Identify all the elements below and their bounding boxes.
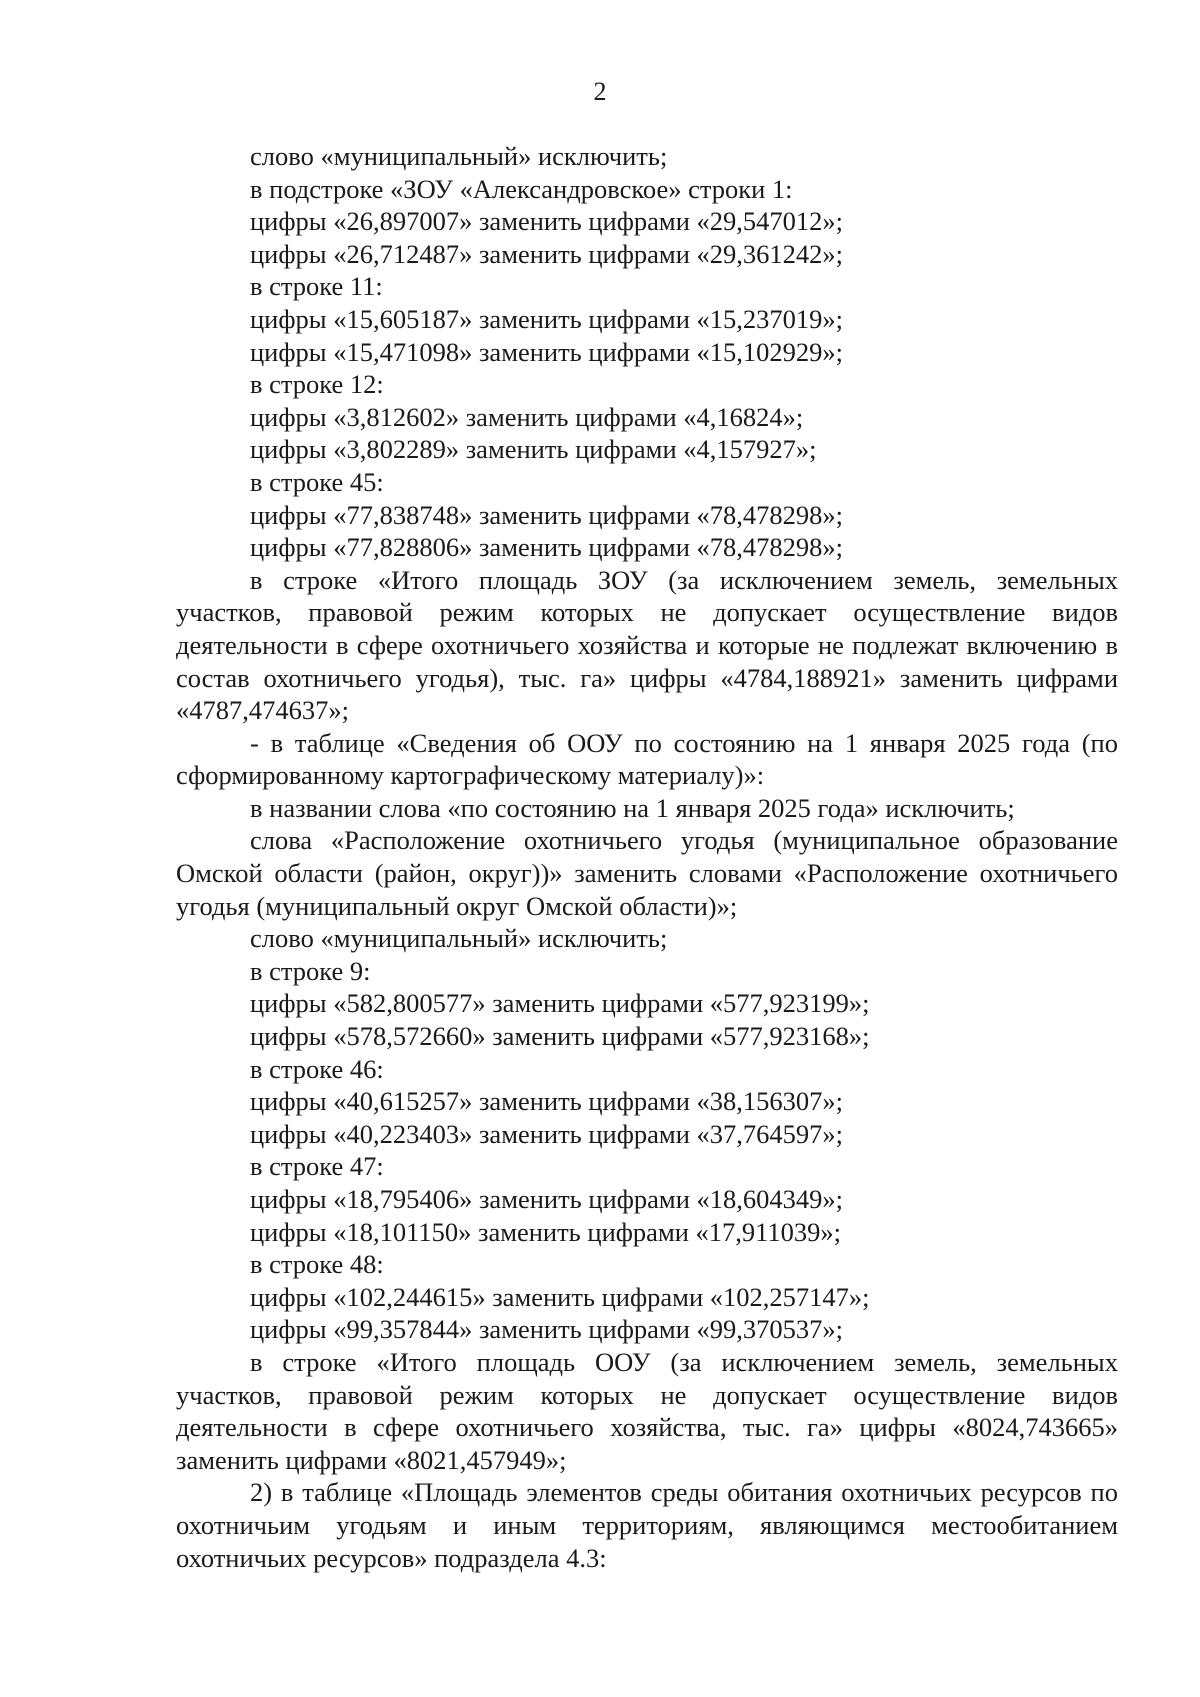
paragraph-item-2: 2) в таблице «Площадь элементов среды обитания охотничьих ресурсов по охотничьим угодьям и иным территориям, являющимся местообитанием охотничьих ресурсов» подраздела 4.3:: [176, 1477, 1118, 1573]
text-line: в строке 11:: [250, 271, 383, 302]
text-line: в названии слова «по состоянию на 1 января 2025 года» исключить;: [250, 792, 1015, 823]
text-line: слово «муниципальный» исключить;: [250, 141, 668, 171]
text-line: цифры «18,795406» заменить цифрами «18,604349»;: [250, 1184, 843, 1214]
text-line: цифры «40,223403» заменить цифрами «37,764597»;: [250, 1118, 843, 1149]
text-line: цифры «26,712487» заменить цифрами «29,361242»;: [250, 238, 843, 269]
text-line: цифры «77,838748» заменить цифрами «78,478298»;: [250, 499, 843, 530]
text-line: в строке 48:: [250, 1249, 384, 1280]
text-line: в подстроке «ЗОУ «Александровское» строки 1:: [250, 173, 793, 204]
text-line: цифры «15,471098» заменить цифрами «15,102929»;: [250, 336, 843, 367]
page-number: 2: [593, 77, 607, 106]
paragraph-oou-table: - в таблице «Сведения об ООУ по состоянию на 1 января 2025 года (по сформированному картографическому материалу)»:: [176, 727, 1118, 791]
text-line: цифры «18,101150» заменить цифрами «17,911039»;: [250, 1216, 842, 1247]
text-line: цифры «3,812602» заменить цифрами «4,16824»;: [250, 401, 804, 432]
text-line: в строке 46:: [250, 1053, 384, 1084]
text-line: в строке 12:: [250, 369, 384, 400]
text-line: в строке 45:: [250, 466, 384, 497]
text-line: цифры «582,800577» заменить цифрами «577,923199»;: [250, 988, 870, 1019]
text-line: цифры «99,357844» заменить цифрами «99,370537»;: [250, 1314, 843, 1345]
text-line: цифры «26,897007» заменить цифрами «29,547012»;: [250, 206, 843, 237]
text-line: цифры «77,828806» заменить цифрами «78,478298»;: [250, 532, 843, 563]
paragraph-location: слова «Расположение охотничьего угодья (муниципальное образование Омской области (район, округ))» заменить словами «Расположение охотничьего угодья (муниципальный округ Омской области)»;: [176, 825, 1118, 921]
paragraph-zou-total: в строке «Итого площадь ЗОУ (за исключением земель, земельных участков, правовой режим которых не допускает осуществление видов деятельности в сфере охотничьего хозяйства и которые не подлежат включению в состав охотничьего угодья), тыс. га» цифры «4784,188921» заменить цифрами «4787,474637»;: [176, 564, 1118, 726]
document-body: [176, 140, 1118, 1574]
text-line: цифры «15,605187» заменить цифрами «15,237019»;: [250, 303, 843, 334]
text-line: цифры «40,615257» заменить цифрами «38,156307»;: [250, 1086, 843, 1117]
text-line: цифры «3,802289» заменить цифрами «4,157927»;: [250, 434, 817, 465]
text-line: в строке 47:: [250, 1151, 384, 1182]
text-line: слово «муниципальный» исключить;: [250, 923, 668, 954]
text-line: цифры «102,244615» заменить цифрами «102,257147»;: [250, 1281, 870, 1312]
paragraph-oou-total: в строке «Итого площадь ООУ (за исключением земель, земельных участков, правовой режим которых не допускает осуществление видов деятельности в сфере охотничьего хозяйства, тыс. га» цифры «8024,743665» заменить цифрами «8021,457949»;: [176, 1346, 1118, 1475]
text-line: цифры «578,572660» заменить цифрами «577,923168»;: [250, 1021, 870, 1052]
text-line: в строке 9:: [250, 955, 371, 986]
